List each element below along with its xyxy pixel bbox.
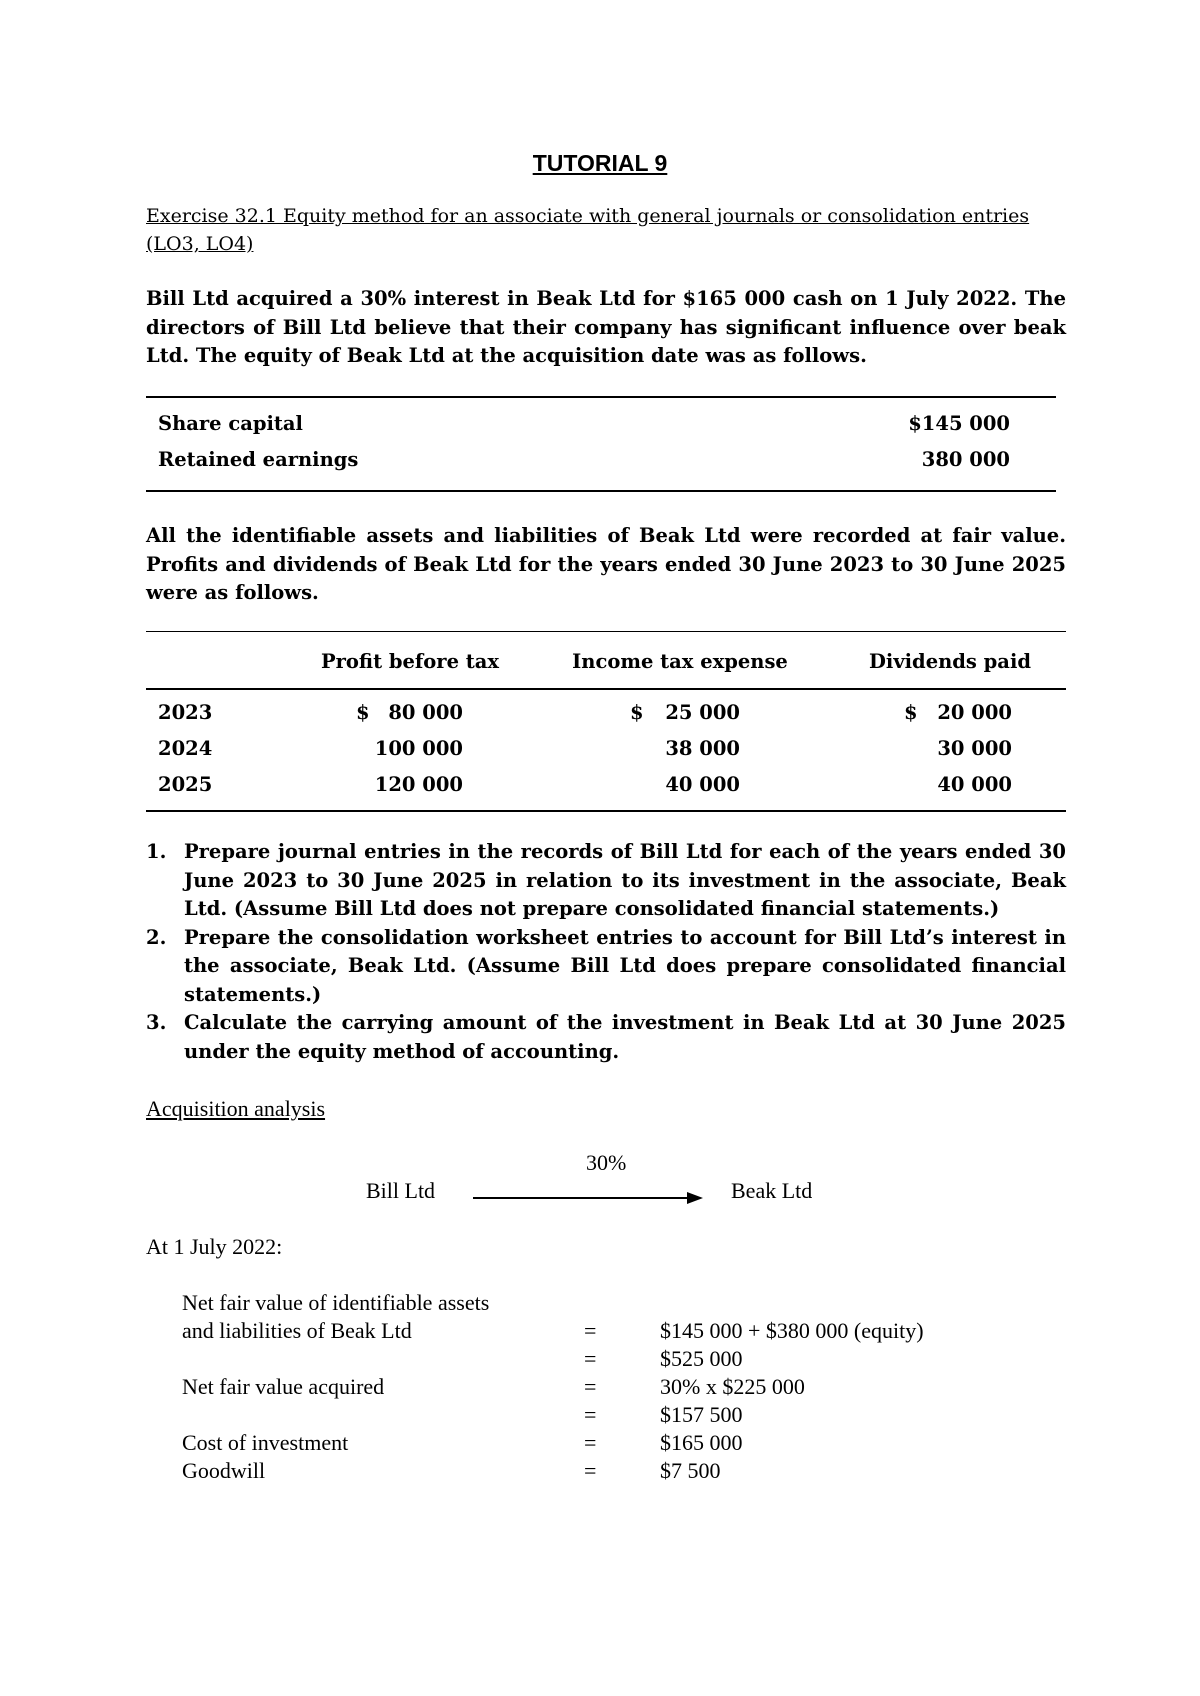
question-list [146, 838, 1066, 1066]
calc-equals: = [584, 1374, 597, 1399]
tax-value: 40 000 [665, 773, 740, 796]
profit-value: 80 000 [388, 701, 463, 724]
calc-label: Cost of investment [182, 1430, 349, 1455]
profit-table-top-rule [146, 631, 1066, 632]
profit-table-header-rule [146, 688, 1066, 690]
equity-label-share-capital: Share capital [158, 412, 303, 435]
equity-table-bottom-rule [146, 490, 1056, 492]
question-item [146, 924, 1066, 1010]
exercise-intro: Bill Ltd acquired a 30% interest in Beak Ltd for $165 000 cash on 1 July 2022. The directors of Bill Ltd believe that their company has significant influence over beak Ltd. The equity of Beak Ltd at the acquisition date was as follows. [146, 287, 1066, 367]
calc-equals: = [584, 1318, 597, 1343]
question-item [146, 838, 1066, 924]
question-item [146, 1009, 1066, 1066]
calc-label: and liabilities of Beak Ltd [182, 1318, 412, 1343]
calc-label: Net fair value acquired [182, 1374, 385, 1399]
profit-value: 100 000 [374, 737, 463, 760]
calc-equals: = [584, 1346, 597, 1371]
header-dividends-paid: Dividends paid [869, 650, 1031, 673]
row-year: 2024 [158, 737, 213, 760]
calc-value: $157 500 [660, 1402, 743, 1427]
tax-value: 38 000 [665, 737, 740, 760]
header-income-tax-expense: Income tax expense [572, 650, 788, 673]
currency-sign: $ [630, 701, 644, 724]
calc-value: $145 000 + $380 000 (equity) [660, 1318, 924, 1343]
calc-equals: = [584, 1458, 597, 1483]
question-number: 2. [146, 925, 167, 949]
profit-value: 120 000 [374, 773, 463, 796]
dividend-value: 20 000 [937, 701, 1012, 724]
question-text: Prepare journal entries in the records of Bill Ltd for each of the years ended 30 June 2023 to 30 June 2025 in relation to its investment in the associate, Beak Ltd. (Assume Bill Ltd does not prepare consolidated financial statements.) [184, 840, 1066, 920]
exercise-intro-2: All the identifiable assets and liabilities of Beak Ltd were recorded at fair value. Profits and dividends of Beak Ltd for the years ended 30 June 2023 to 30 June 2025 were as follows. [146, 524, 1066, 604]
equity-value-share-capital: $145 000 [908, 412, 1010, 435]
question-number: 1. [146, 840, 167, 863]
calc-value: 30% x $225 000 [660, 1374, 805, 1399]
currency-sign: $ [904, 701, 918, 724]
calc-label: Goodwill [182, 1458, 266, 1483]
page-title: TUTORIAL 9 [532, 150, 668, 176]
exercise-title: Exercise 32.1 Equity method for an associate with general journals or consolidation entries (LO3, LO4) [146, 205, 1030, 255]
calc-equals: = [584, 1430, 597, 1455]
row-year: 2023 [158, 701, 213, 724]
calc-equals: = [584, 1402, 597, 1427]
equity-table-top-rule [146, 396, 1056, 398]
acquisition-date: At 1 July 2022: [146, 1234, 283, 1259]
dividend-value: 40 000 [937, 773, 1012, 796]
acquisition-title: Acquisition analysis [146, 1096, 326, 1121]
tax-value: 25 000 [665, 701, 740, 724]
currency-sign: $ [356, 701, 370, 724]
calc-value: $525 000 [660, 1346, 743, 1371]
dividend-value: 30 000 [937, 737, 1012, 760]
investee-name: Beak Ltd [731, 1178, 813, 1203]
ownership-percent: 30% [586, 1150, 627, 1175]
question-number: 3. [146, 1011, 167, 1034]
ownership-arrow-icon [473, 1191, 703, 1205]
investor-name: Bill Ltd [366, 1178, 436, 1203]
profit-table-bottom-rule [146, 810, 1066, 812]
question-text: Calculate the carrying amount of the investment in Beak Ltd at 30 June 2025 under the equity method of accounting. [184, 1011, 1066, 1063]
calc-label: Net fair value of identifiable assets [182, 1290, 490, 1315]
header-profit-before-tax: Profit before tax [320, 650, 500, 673]
equity-label-retained-earnings: Retained earnings [158, 448, 359, 471]
row-year: 2025 [158, 773, 213, 796]
question-text: Prepare the consolidation worksheet entries to account for Bill Ltd’s interest in the associate, Beak Ltd. (Assume Bill Ltd does prepare consolidated financial statements.) [184, 925, 1066, 1006]
equity-value-retained-earnings: 380 000 [921, 448, 1010, 471]
calc-value: $165 000 [660, 1430, 743, 1455]
calc-value: $7 500 [660, 1458, 721, 1483]
